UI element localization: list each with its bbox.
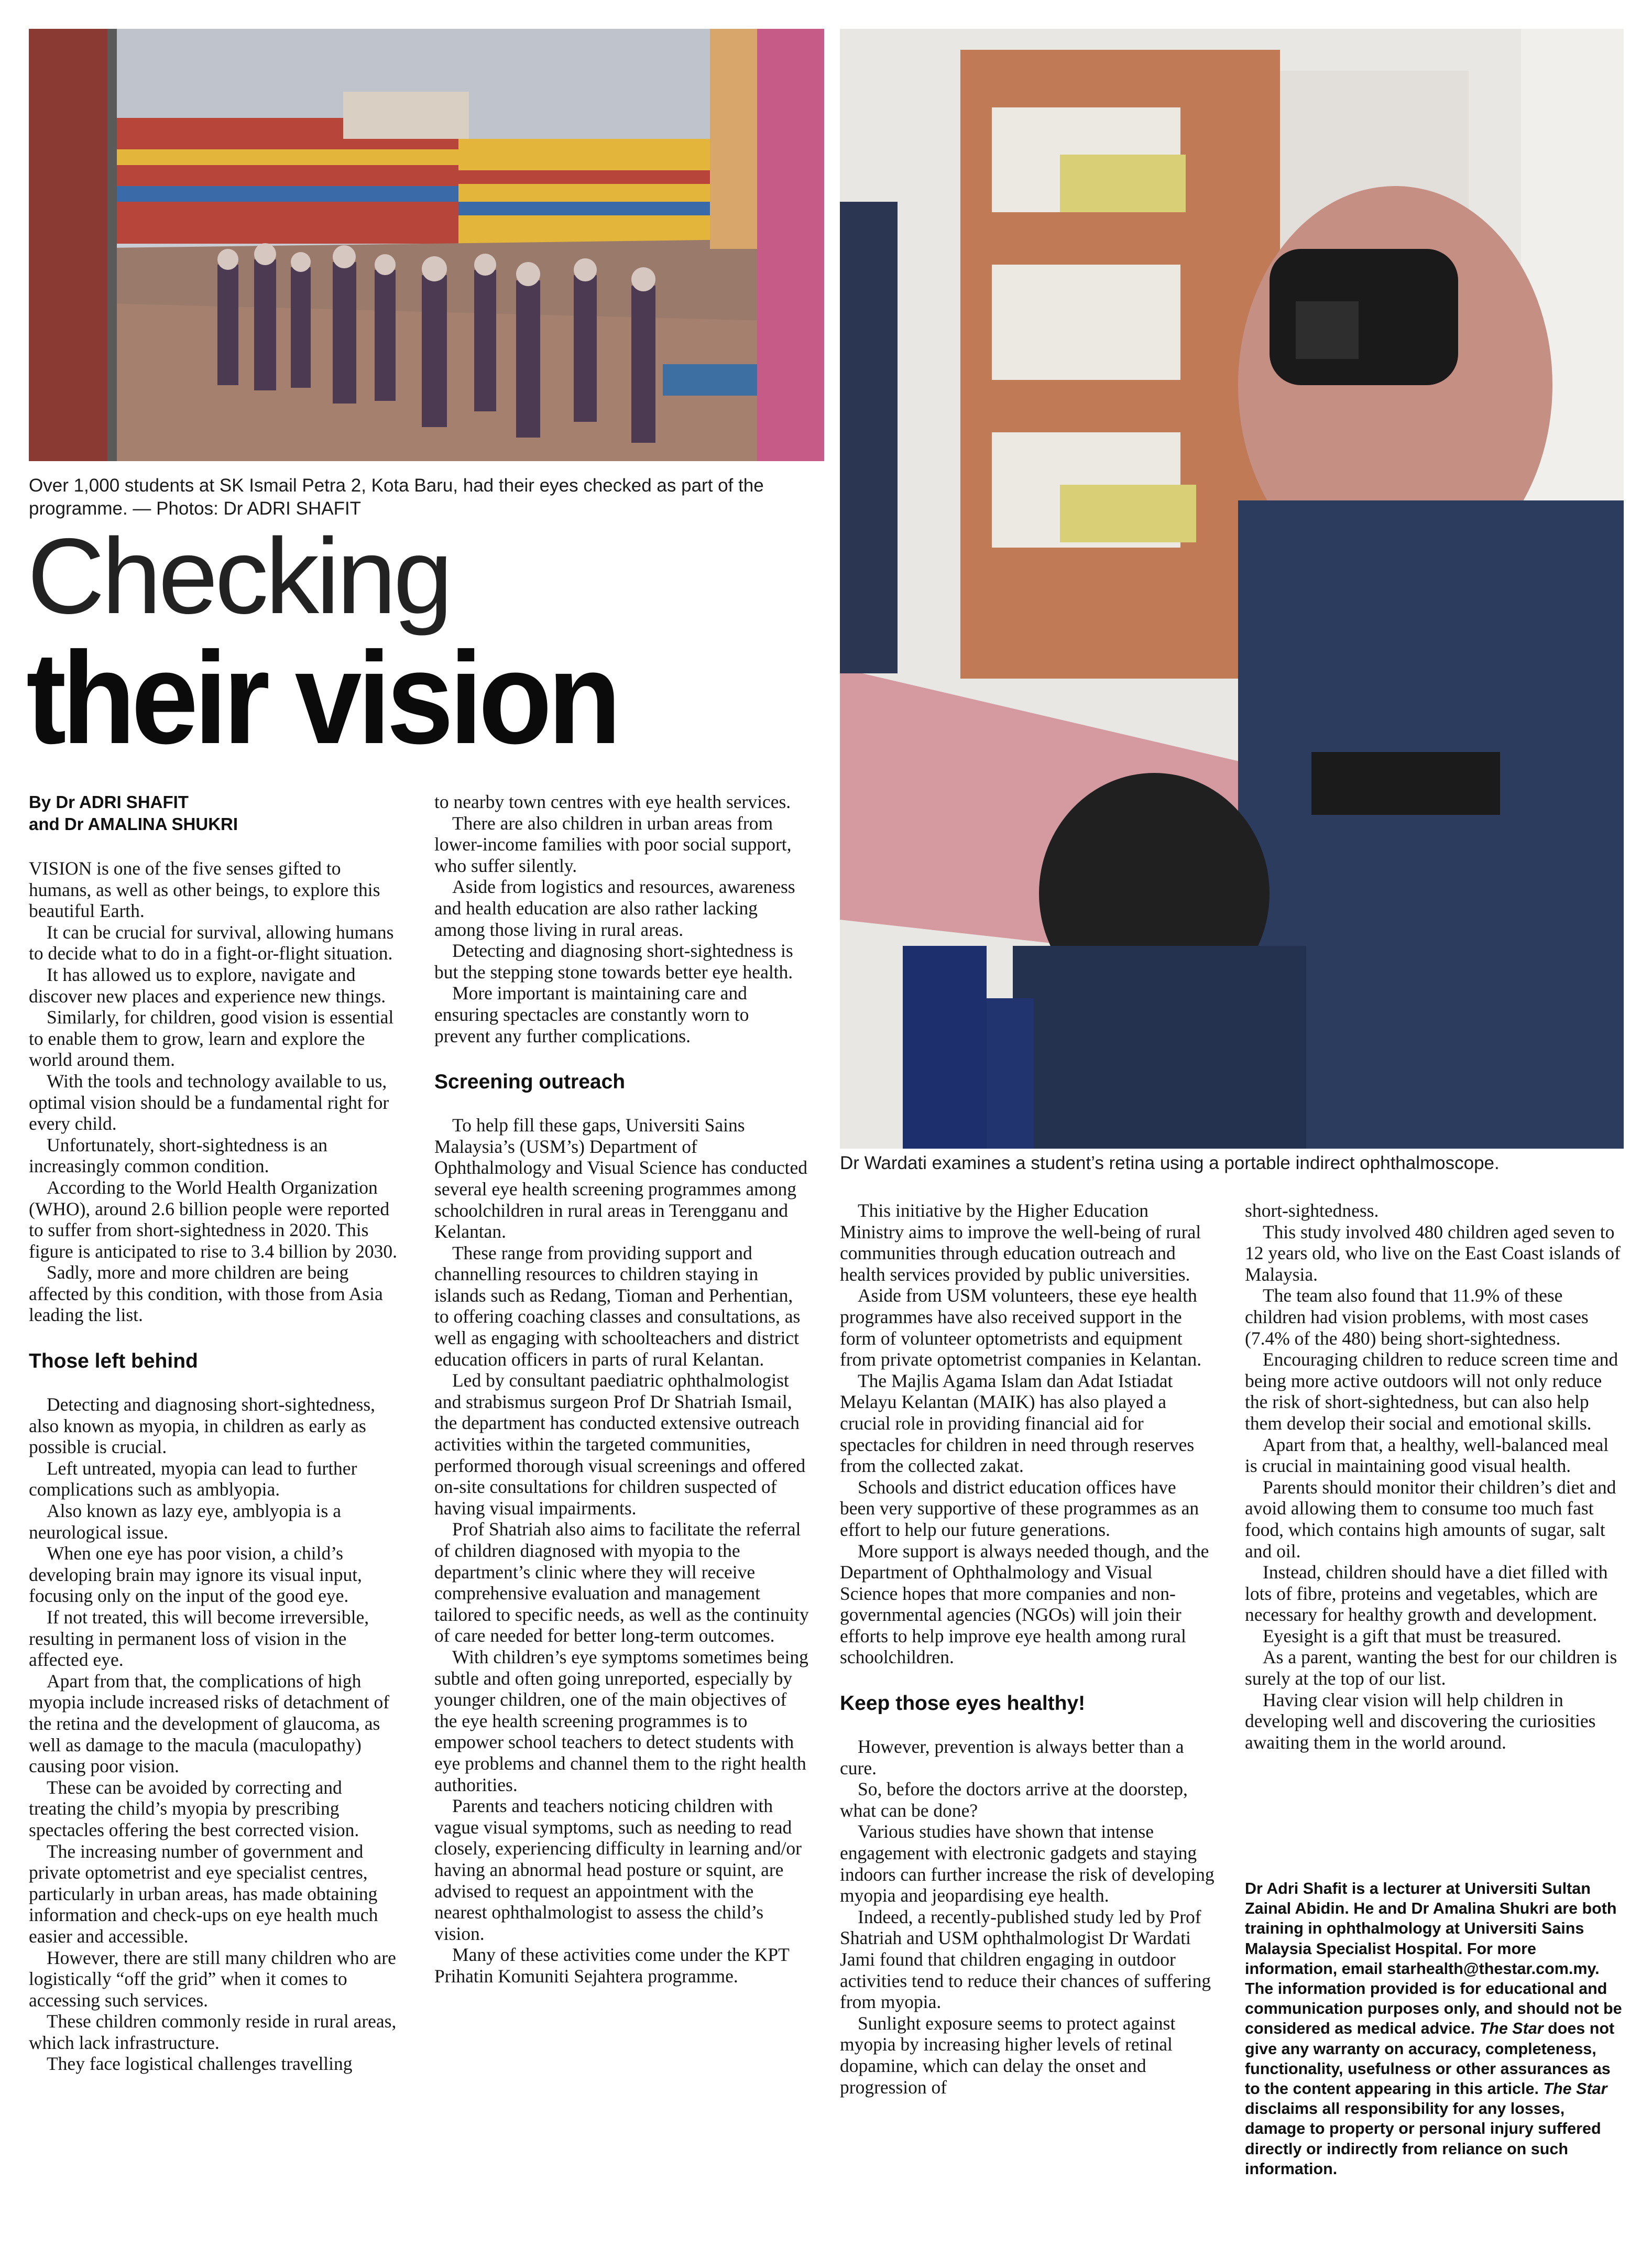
paragraph: With children’s eye symptoms sometimes being subtle and often going unreported, especially by younger children, one of the main objectives of the eye health screening programmes is to empower school teachers to detect students with eye problems and channel them to the right health authorities. [434, 1646, 808, 1795]
right-photo-caption: Dr Wardati examines a student’s retina using a portable indirect ophthalmoscope. [840, 1153, 1500, 1173]
paragraph: With the tools and technology available to us, optimal vision should be a fundamental right for every child. [29, 1070, 389, 1135]
bio-publication-name: The Star [1543, 2080, 1607, 2098]
paragraph: It can be crucial for survival, allowing humans to decide what to do in a fight-or-flight situation. [29, 921, 394, 964]
paragraph: Aside from logistics and resources, awareness and health education are also rather lacking among those living in rural areas. [434, 876, 795, 940]
paragraph: Detecting and diagnosing short-sightedness is but the stepping stone towards better eye health. [434, 940, 793, 983]
paragraph: Sunlight exposure seems to protect against myopia by increasing higher levels of retinal dopamine, which can delay the onset and progression of [840, 2012, 1176, 2098]
paragraph: These range from providing support and channelling resources to children staying in islands such as Redang, Tioman and Perhentian, to offering coaching classes and consultations, as well as engaging with schoolteachers and district education officers in parts of rural Kelantan. [434, 1242, 801, 1370]
paragraph: VISION is one of the five senses gifted to humans, as well as other beings, to explore this beautiful Earth. [29, 858, 380, 922]
bio-text: Dr Adri Shafit is a lecturer at Universiti Sultan Zainal Abidin. He and Dr Amalina Shukri are both training in ophthalmology at Universiti Sains Malaysia Specialist Hospital. For more information, email starhealth@thestar.com.my. The information provided is for educational and communication purposes only, and should not be considered as medical advice. [1245, 1880, 1622, 2038]
eye-examination-photo [840, 29, 1624, 1149]
paragraph: Many of these activities come under the KPT Prihatin Komuniti Sejahtera programme. [434, 1944, 790, 1987]
paragraph: Sadly, more and more children are being affected by this condition, with those from Asia leading the list. [29, 1262, 383, 1326]
paragraph: According to the World Health Organization (WHO), around 2.6 billion people were reported to suffer from short-sightedness in 2020. This figure is anticipated to rise to 3.4 billion by 2030. [29, 1176, 397, 1262]
paragraph: to nearby town centres with eye health services. [434, 791, 791, 812]
paragraph: Indeed, a recently-published study led by Prof Shatriah and USM ophthalmologist Dr Wardati Jami found that children engaging in outdoor activities tend to reduce their chances of suffering from myopia. [840, 1906, 1211, 2013]
paragraph: This study involved 480 children aged seven to 12 years old, who live on the East Coast islands of Malaysia. [1245, 1221, 1621, 1285]
paragraph: More support is always needed though, and the Department of Ophthalmology and Visual Science hopes that more companies and non-governmental agencies (NGOs) will join their efforts to help improve eye health among rural schoolchildren. [840, 1540, 1209, 1668]
byline [29, 791, 406, 835]
paragraph: It has allowed us to explore, navigate and discover new places and experience new things. [29, 964, 386, 1007]
paragraph: When one eye has poor vision, a child’s developing brain may ignore its visual input, focusing only on the input of the good eye. [29, 1543, 362, 1607]
paragraph: If not treated, this will become irreversible, resulting in permanent loss of vision in the affected eye. [29, 1607, 369, 1671]
headline-line-1: Checking [27, 516, 450, 636]
paragraph: Aside from USM volunteers, these eye health programmes have also received support in the form of volunteer optometrists and equipment from private optometrist companies in Kelantan. [840, 1285, 1202, 1370]
paragraph: Schools and district education offices have been very supportive of these programmes as an effort to help our future generations. [840, 1476, 1199, 1540]
paragraph: short-sightedness. [1245, 1200, 1379, 1221]
paragraph: Instead, children should have a diet filled with lots of fibre, proteins and vegetables, which are necessary for healthy growth and development. [1245, 1562, 1608, 1626]
paragraph: Parents should monitor their children’s diet and avoid allowing them to consume too much fast food, which contains high amounts of sugar, salt and oil. [1245, 1476, 1616, 1562]
subhead-keep-those-eyes-healthy: Keep those eyes healthy! [840, 1692, 1086, 1715]
bio-text: does not give any warranty on accuracy, completeness, functionality, usefulness or other assurances as to the content appearing in this article. [1245, 2020, 1615, 2098]
paragraph: Prof Shatriah also aims to facilitate the referral of children diagnosed with myopia to the department’s clinic where they will receive comprehensive evaluation and management tailored to specific needs, as well as the continuity of care needed for better long-term outcomes. [434, 1519, 809, 1646]
paragraph: More important is maintaining care and ensuring spectacles are constantly worn to prevent any further complications. [434, 983, 749, 1046]
paragraph: Parents and teachers noticing children with vague visual symptoms, such as needing to read closely, experiencing difficulty in learning and/or having an abnormal head posture or squint, are advised to request an appointment with the nearest ophthalmologist to assess the child’s vision. [434, 1795, 802, 1944]
subhead-those-left-behind: Those left behind [29, 1350, 198, 1373]
paragraph: Eyesight is a gift that must be treasured. [1263, 1625, 1561, 1646]
bio-text: disclaims all responsibility for any losses, damage to property or personal injury suffered directly or indirectly from reliance on such information. [1245, 2100, 1601, 2178]
paragraph: Detecting and diagnosing short-sightedness, also known as myopia, in children as early as possible is crucial. [29, 1394, 376, 1458]
paragraph: The Majlis Agama Islam dan Adat Istiadat Melayu Kelantan (MAIK) has also played a crucial role in providing financial aid for spectacles for children in need through reserves from the collected zakat. [840, 1370, 1195, 1477]
paragraph: These can be avoided by correcting and treating the child’s myopia by prescribing spectacles offering the best corrected vision. [29, 1776, 359, 1840]
paragraph: Apart from that, a healthy, well-balanced meal is crucial in maintaining good visual health. [1245, 1434, 1609, 1477]
paragraph: Various studies have shown that intense engagement with electronic gadgets and staying indoors can further increase the risk of developing myopia and jeopardising eye health. [840, 1821, 1215, 1906]
paragraph: Left untreated, myopia can lead to further complications such as amblyopia. [29, 1457, 357, 1500]
paragraph: They face logistical challenges travelling [47, 2053, 353, 2075]
article-column-3 [840, 1200, 1215, 2098]
article-column-2 [434, 791, 809, 1987]
paragraph: Led by consultant paediatric ophthalmologist and strabismus surgeon Prof Dr Shatriah Ismail, the department has conducted extensive outreach activities within the targeted communities, performed thorough visual screenings and offered on-site consultations for children suspected of having visual impairments. [434, 1370, 806, 1519]
subhead-screening-outreach: Screening outreach [434, 1071, 626, 1094]
byline-author-1: By Dr ADRI SHAFIT [29, 792, 189, 812]
paragraph: These children commonly reside in rural areas, which lack infrastructure. [29, 2011, 397, 2053]
paragraph: However, prevention is always better than a cure. [840, 1736, 1184, 1779]
article-column-1 [29, 858, 403, 2075]
paragraph: As a parent, wanting the best for our children is surely at the top of our list. [1245, 1646, 1617, 1689]
paragraph: The team also found that 11.9% of these children had vision problems, with most cases (7.4% of the 480) being short-sightedness. [1245, 1285, 1589, 1349]
paragraph: Also known as lazy eye, amblyopia is a neurological issue. [29, 1500, 341, 1543]
article-column-4 [1245, 1200, 1624, 1753]
paragraph: Having clear vision will help children in developing well and discovering the curiosities awaiting them in the world around. [1245, 1689, 1596, 1753]
paragraph: To help fill these gaps, Universiti Sains Malaysia’s (USM’s) Department of Ophthalmology and Visual Science has conducted several eye health screening programmes among schoolchildren in rural areas in Terengganu and Kelantan. [434, 1115, 807, 1242]
byline-author-2: and Dr AMALINA SHUKRI [29, 814, 238, 834]
paragraph: The increasing number of government and private optometrist and eye specialist centres, particularly in urban areas, has made obtaining information and check-ups on eye health much easier and accessible. [29, 1840, 378, 1947]
paragraph: There are also children in urban areas from lower-income families with poor social support, who suffer silently. [434, 812, 792, 876]
paragraph: Apart from that, the complications of high myopia include increased risks of detachment of the retina and the development of glaucoma, as well as damage to the macula (maculopathy) causing poor vision. [29, 1670, 390, 1777]
paragraph: This initiative by the Higher Education Ministry aims to improve the well-being of rural communities through education outreach and health services provided by public universities. [840, 1200, 1201, 1285]
top-left-photo-caption: Over 1,000 students at SK Ismail Petra 2, Kota Baru, had their eyes checked as part of the programme. — Photos: Dr ADRI SHAFIT [29, 475, 764, 519]
paragraph: Encouraging children to reduce screen time and being more active outdoors will not only reduce the risk of short-sightedness, but can also help them develop their social and emotional skills. [1245, 1349, 1618, 1434]
author-bio [1245, 1879, 1624, 2179]
headline-line-2: their vision [26, 625, 617, 771]
paragraph: Unfortunately, short-sightedness is an increasingly common condition. [29, 1134, 328, 1177]
bio-publication-name: The Star [1479, 2020, 1544, 2038]
paragraph: Similarly, for children, good vision is essential to enable them to grow, learn and explore the world around them. [29, 1007, 394, 1071]
paragraph: However, there are still many children who are logistically “off the grid” when it comes to accessing such services. [29, 1947, 396, 2011]
paragraph: So, before the doctors arrive at the doorstep, what can be done? [840, 1779, 1188, 1821]
school-courtyard-photo [29, 29, 824, 461]
